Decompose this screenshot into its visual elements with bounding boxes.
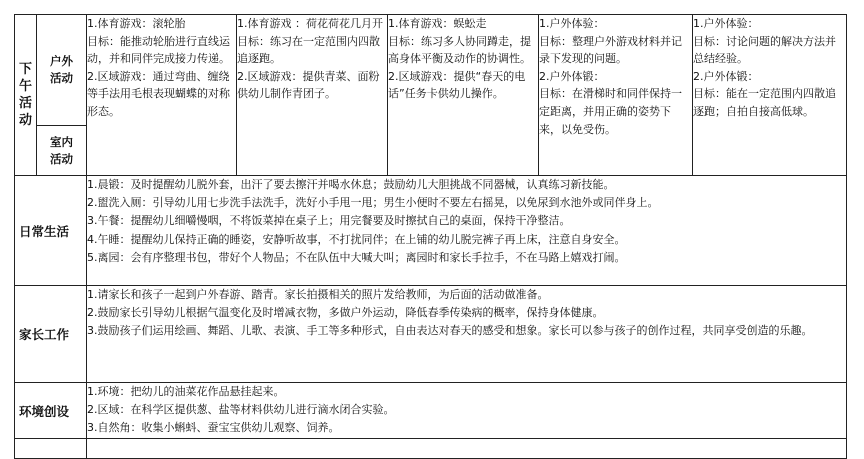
parents-content <box>87 286 847 383</box>
day5-line-3: 2.户外体锻： <box>693 69 759 83</box>
day3-line-3: 2.区域游戏：提供“春天的电话”任务卡供幼儿操作。 <box>388 69 526 101</box>
environment-line-2: 2.区域：在科学区提供葱、盐等材料供幼儿进行滴水闭合实验。 <box>87 403 395 417</box>
parents-line-1: 1.请家长和孩子一起到户外春游、踏青。家长拍摄相关的照片发给教师，为后面的活动做准备。 <box>87 288 549 301</box>
environment-row <box>15 383 847 439</box>
day1-line-2: 目标：能推动轮胎进行直线运动，并和同伴完成接力传递。 <box>87 34 230 66</box>
environment-line-3: 3.自然角：收集小蝌蚪、蚕宝宝供幼儿观察、饲养。 <box>87 421 340 435</box>
day4-line-2: 目标：整理户外游戏材料并记录下发现的问题。 <box>539 34 682 66</box>
indoor-label: 室内活动 <box>50 134 73 166</box>
afternoon-day-1 <box>87 15 237 176</box>
day1-line-3: 2.区域游戏：通过弯曲、缠绕等手法用毛根表现蝴蝶的对称形态。 <box>87 69 230 118</box>
outdoor-label: 户外活动 <box>50 54 73 85</box>
day5-line-4: 目标：能在一定范围内四散追逐跑；自拍自接高低球。 <box>693 87 836 118</box>
daily-life-label-cell <box>15 176 87 286</box>
daily-life-content <box>87 176 847 286</box>
plan-page <box>14 14 846 449</box>
daily-life-line-2: 2.盥洗入厕：引导幼儿用七步洗手法洗手，洗好小手甩一甩；男生小便时不要左右摇晃，以免尿到水池外或同伴身上。 <box>87 196 659 210</box>
parents-line-2: 2.鼓励家长引导幼儿根据气温变化及时增减衣物，多做户外运动，降低春季传染病的概率，保持身体健康。 <box>87 306 604 320</box>
afternoon-day-4 <box>539 15 693 176</box>
environment-label: 环境创设 <box>19 403 70 419</box>
day2-line-1: 1.体育游戏 ：荷花荷花几月开 <box>237 17 383 30</box>
day4-line-4: 目标：在滑梯时和同伴保持一定距离，并用正确的姿势下来，以免受伤。 <box>539 87 682 136</box>
daily-life-line-3: 3.午餐：提醒幼儿细嚼慢咽，不将饭菜掉在桌子上；用完餐要及时擦拭自己的桌面，保持干净整洁。 <box>87 214 571 228</box>
afternoon-label-cell <box>15 15 37 176</box>
daily-life-line-5: 5.离园：会有序整理书包，带好个人物品；不在队伍中大喊大叫；离园时和家长手拉手，不在马路上嬉戏打闹。 <box>87 250 626 264</box>
environment-label-cell <box>15 383 87 439</box>
day4-line-1: 1.户外体验： <box>539 17 605 30</box>
day5-line-2: 目标：讨论问题的解决方法并总结经验。 <box>693 34 836 66</box>
indoor-label-cell <box>37 126 87 176</box>
environment-line-1: 1.环境：把幼儿的油菜花作品悬挂起来。 <box>87 385 285 398</box>
daily-life-row <box>15 176 847 286</box>
parents-label: 家长工作 <box>19 327 70 342</box>
weekly-plan-table <box>14 14 847 459</box>
afternoon-day-2 <box>237 15 388 176</box>
day2-line-3: 2.区域游戏：提供青菜、面粉供幼儿制作青团子。 <box>237 69 380 101</box>
day1-line-1: 1.体育游戏：滚轮胎 <box>87 17 186 30</box>
daily-life-label: 日常生活 <box>19 223 70 239</box>
day3-line-1: 1.体育游戏：蜈蚣走 <box>388 17 487 30</box>
day3-line-2: 目标：练习多人协同蹲走，提高身体平衡及动作的协调性。 <box>388 34 531 66</box>
afternoon-day-5 <box>693 15 847 176</box>
daily-life-line-1: 1.晨锻：及时提醒幼儿脱外套，出汗了要去擦汗并喝水休息；鼓励幼儿大胆挑战不同器械，认真练习新技能。 <box>87 178 615 191</box>
parents-line-3: 3.鼓励孩子们运用绘画、舞蹈、儿歌、表演、手工等多种形式，自由表达对春天的感受和想象。家长可以参与孩子的创作过程，共同享受创造的乐趣。 <box>87 324 813 338</box>
environment-content <box>87 383 847 439</box>
afternoon-outdoor-row <box>15 15 847 126</box>
day2-line-2: 目标：练习在一定范围内四散追逐跑。 <box>237 34 380 66</box>
day5-line-1: 1.户外体验： <box>693 17 759 30</box>
parents-label-cell <box>15 286 87 383</box>
day4-line-3: 2.户外体锻： <box>539 69 605 83</box>
daily-life-line-4: 4.午睡：提醒幼儿保持正确的睡姿，安静听故事，不打扰同伴；在上铺的幼儿脱完裤子再上床，注意自身安全。 <box>87 232 626 246</box>
parents-row <box>15 286 847 383</box>
outdoor-label-cell <box>37 15 87 126</box>
afternoon-label: 下午活动 <box>18 62 32 128</box>
afternoon-day-3 <box>388 15 539 176</box>
